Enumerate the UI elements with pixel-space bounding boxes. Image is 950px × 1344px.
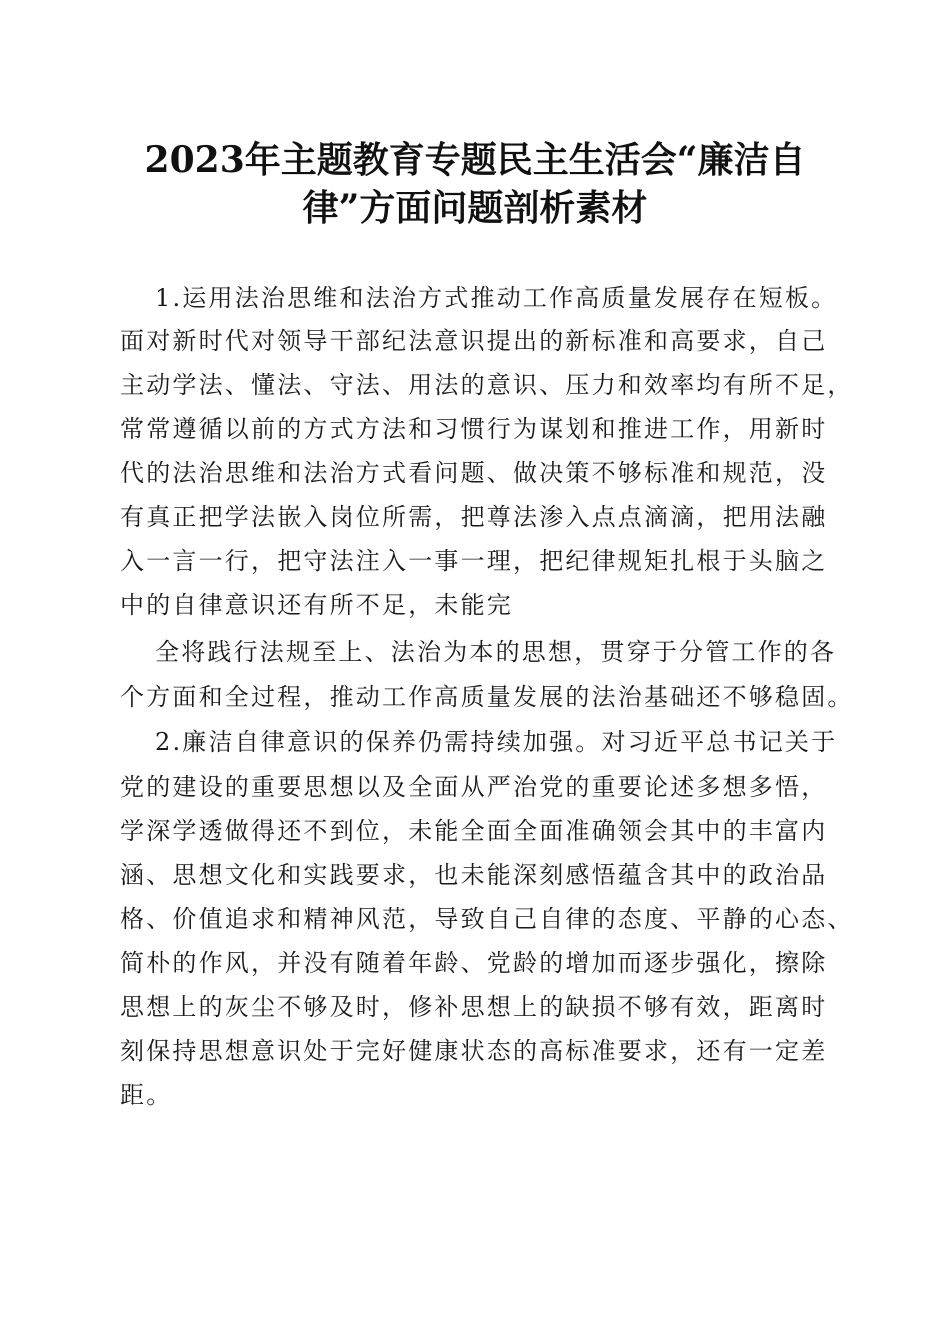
- body-line-3: 主动学法、懂法、守法、用法的意识、压力和效率均有所不足，: [120, 371, 854, 399]
- body-line-1: 1.运用法治思维和法治方式推动工作高质量发展存在短板。: [155, 284, 838, 312]
- body-line-19: 距。: [120, 1081, 173, 1109]
- body-line-16: 简朴的作风，并没有随着年龄、党龄的增加而逐步强化，擦除: [120, 949, 828, 977]
- body-line-11: 2.廉洁自律意识的保养仍需持续加强。对习近平总书记关于: [155, 728, 838, 756]
- body-line-6: 有真正把学法嵌入岗位所需，把尊法渗入点点滴滴，把用法融: [120, 503, 828, 531]
- body-line-9: 全将践行法规至上、法治为本的思想，贯穿于分管工作的各: [155, 638, 837, 666]
- title-line-2: 律”方面问题剖析素材: [302, 187, 648, 229]
- body-line-17: 思想上的灰尘不够及时，修补思想上的缺损不够有效，距离时: [120, 993, 828, 1021]
- body-line-14: 涵、思想文化和实践要求，也未能深刻感悟蕴含其中的政治品: [120, 861, 828, 889]
- body-line-8: 中的自律意识还有所不足，未能完: [120, 591, 513, 619]
- body-line-12: 党的建设的重要思想以及全面从严治党的重要论述多想多悟，: [120, 773, 828, 801]
- body-line-4: 常常遵循以前的方式方法和习惯行为谋划和推进工作，用新时: [120, 415, 828, 443]
- body-line-15: 格、价值追求和精神风范，导致自己自律的态度、平静的心态、: [120, 905, 854, 933]
- body-line-5: 代的法治思维和法治方式看问题、做决策不够标准和规范，没: [120, 459, 828, 487]
- body-line-7: 入一言一行，把守法注入一事一理，把纪律规矩扎根于头脑之: [120, 547, 828, 575]
- body-line-10: 个方面和全过程，推动工作高质量发展的法治基础还不够稳固。: [120, 683, 854, 711]
- body-line-13: 学深学透做得还不到位，未能全面全面准确领会其中的丰富内: [120, 817, 828, 845]
- body-line-2: 面对新时代对领导干部纪法意识提出的新标准和高要求，自己: [120, 327, 828, 355]
- body-line-18: 刻保持思想意识处于完好健康状态的高标准要求，还有一定差: [120, 1037, 828, 1065]
- title-line-1: 2023年主题教育专题民主生活会“廉洁自: [144, 139, 806, 181]
